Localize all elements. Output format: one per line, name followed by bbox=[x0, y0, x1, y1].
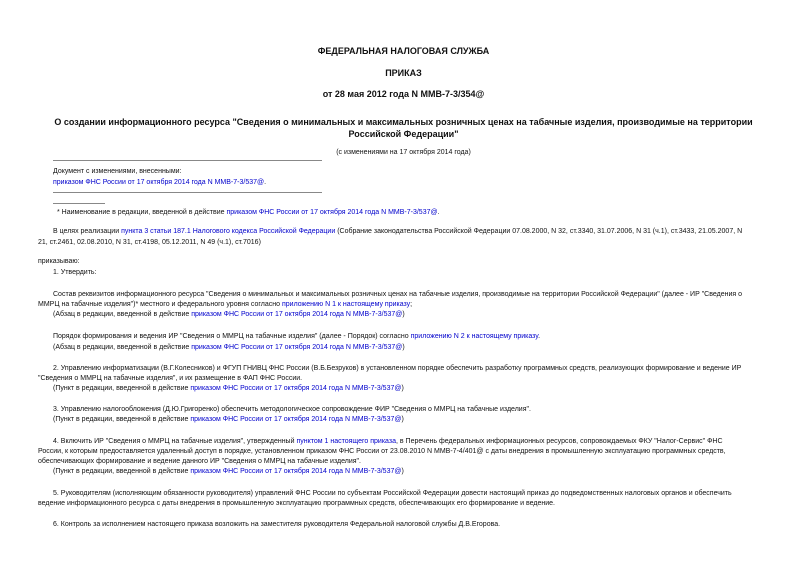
item4-line3: обеспечивающих формирование и ведение данного ИР "Сведения о ММРЦ на табачные изделия". bbox=[38, 458, 361, 465]
changes-link-suffix: . bbox=[264, 179, 267, 186]
item3-line1: 3. Управлению налогообложения (Д.Ю.Григоренко) обеспечить методологическое сопровождение ФИР "Сведения о ММРЦ на табачные изделия". bbox=[53, 406, 531, 413]
p2-text: Порядок формирования и ведения ИР "Сведения о ММРЦ на табачные изделия" (далее - Порядок) согласно bbox=[53, 333, 411, 340]
preamble-text-cont: (Собрание законодательства Российской Федерации 07.08.2000, N 32, ст.3340, 31.07.2006, N 31 (ч.1), ст.3433, 21.05.2007, N bbox=[335, 228, 743, 235]
p1-ed-text: (Абзац в редакции, введенной в действие bbox=[53, 311, 192, 318]
item4-ed-link[interactable]: приказом ФНС России от 17 октября 2014 года N ММВ-7-3/537@ bbox=[190, 468, 402, 475]
p2-ed-suffix: ) bbox=[402, 344, 405, 351]
item2-ed-suffix: ) bbox=[401, 385, 404, 392]
item4-line2: России, к которым предоставляется удаленный доступ в порядке, установленном приказом ФНС России от 23.08.2010 N ММВ-7-4/401@ с даты внедрения в промышленную эксплуатацию программных средств, bbox=[38, 448, 726, 455]
item4-ed-text: (Пункт в редакции, введенной в действие bbox=[53, 468, 191, 475]
doc-title-line1: О создании информационного ресурса "Сведения о минимальных и максимальных розничных ценах на табачные изделия, производимые на территории bbox=[54, 117, 753, 127]
p2-appendix-link[interactable]: приложению N 2 к настоящему приказу bbox=[410, 333, 539, 340]
item3-ed-text: (Пункт в редакции, введенной в действие bbox=[53, 416, 191, 423]
p1-ed-suffix: ) bbox=[402, 311, 405, 318]
item4-ed-suffix: ) bbox=[401, 468, 404, 475]
footnote-text: * Наименование в редакции, введенной в действие bbox=[57, 209, 227, 216]
p2-suffix: . bbox=[538, 333, 541, 340]
item3-edition-note bbox=[53, 416, 404, 424]
p2-line1 bbox=[53, 333, 540, 341]
preamble-line2: 21, ст.2461, 02.08.2010, N 31, ст.4198, 05.12.2011, N 49 (ч.1), ст.7016) bbox=[38, 239, 261, 246]
p1-line1: Состав реквизитов информационного ресурса "Сведения о минимальных и максимальных розничных ценах на табачные изделия, производимые на территории Российской Федерации" (далее - ИР "Сведения о bbox=[53, 291, 743, 298]
p1-appendix-link[interactable]: приложению N 1 к настоящему приказу bbox=[281, 301, 411, 308]
changes-top-rule bbox=[53, 160, 322, 161]
p2-edition-note bbox=[53, 344, 405, 352]
footnote-suffix: . bbox=[437, 209, 440, 216]
changes-label: Документ с изменениями, внесенными: bbox=[53, 168, 182, 175]
p2-ed-text: (Абзац в редакции, введенной в действие bbox=[53, 344, 192, 351]
doc-title-line2: Российской Федерации" bbox=[348, 129, 459, 139]
item1-heading: 1. Утвердить: bbox=[53, 269, 97, 276]
preamble-text: В целях реализации bbox=[53, 228, 122, 235]
footnote bbox=[57, 209, 440, 217]
item3-ed-link[interactable]: приказом ФНС России от 17 октября 2014 года N ММВ-7-3/537@ bbox=[190, 416, 402, 423]
changes-link[interactable]: приказом ФНС России от 17 октября 2014 года N ММВ-7-3/537@ bbox=[53, 179, 265, 186]
item4-text-cont: , в Перечень федеральных информационных ресурсов, сопровождаемых ФКУ "Налог-Сервис" ФНС bbox=[395, 438, 723, 445]
item4-text: 4. Включить ИР "Сведения о ММРЦ на табачные изделия", утвержденный bbox=[53, 438, 297, 445]
agency-heading: ФЕДЕРАЛЬНАЯ НАЛОГОВАЯ СЛУЖБА bbox=[317, 46, 490, 56]
doc-type-heading: ПРИКАЗ bbox=[385, 68, 422, 78]
item5-line2: ведение информационного ресурса с даты внедрения в промышленную эксплуатацию программных средств, обеспечивающих его формирование и ведение. bbox=[38, 500, 555, 507]
item4-edition-note bbox=[53, 468, 404, 476]
p1-line2 bbox=[38, 301, 412, 309]
p2-ed-link[interactable]: приказом ФНС России от 17 октября 2014 года N ММВ-7-3/537@ bbox=[191, 344, 403, 351]
item3-ed-suffix: ) bbox=[401, 416, 404, 423]
p1-ed-link[interactable]: приказом ФНС России от 17 октября 2014 года N ММВ-7-3/537@ bbox=[191, 311, 403, 318]
item2-line2: "Сведения о ММРЦ на табачные изделия", и их размещение в ФАП ФНС России. bbox=[38, 375, 303, 382]
item2-edition-note bbox=[53, 385, 404, 393]
p1-line2-suffix: ; bbox=[410, 301, 413, 308]
preamble-link[interactable]: пункта 3 статьи 187.1 Налогового кодекса Российской Федерации bbox=[121, 228, 336, 235]
doc-subtitle: (с изменениями на 17 октября 2014 года) bbox=[336, 149, 471, 156]
changes-line bbox=[53, 179, 266, 187]
item6: 6. Контроль за исполнением настоящего приказа возложить на заместителя руководителя Федеральной налоговой службы Д.В.Егорова. bbox=[53, 521, 501, 528]
changes-bottom-rule bbox=[53, 192, 322, 193]
p1-line2-text: ММРЦ на табачные изделия")* местного и федерального уровня согласно bbox=[38, 301, 282, 308]
footnote-rule bbox=[53, 203, 105, 204]
item4-line1 bbox=[53, 438, 723, 446]
doc-date-number: от 28 мая 2012 года N ММВ-7-3/354@ bbox=[322, 89, 485, 99]
item4-link[interactable]: пунктом 1 настоящего приказа bbox=[296, 438, 396, 445]
prikazyvayu: приказываю: bbox=[38, 258, 80, 265]
item2-ed-link[interactable]: приказом ФНС России от 17 октября 2014 года N ММВ-7-3/537@ bbox=[190, 385, 402, 392]
preamble-line1 bbox=[53, 228, 742, 236]
item2-line1: 2. Управлению информатизации (В.Г.Колесников) и ФГУП ГНИВЦ ФНС России (В.Б.Безруков) в установленном порядке обеспечить разработку программных средств, реализующих формирование и ведение ИР bbox=[53, 365, 742, 372]
item2-ed-text: (Пункт в редакции, введенной в действие bbox=[53, 385, 191, 392]
item5-line1: 5. Руководителям (исполняющим обязанности руководителя) управлений ФНС России по субъектам Российской Федерации довести настоящий приказ до подведомственных налоговых органов и обеспечить bbox=[53, 490, 732, 497]
footnote-link[interactable]: приказом ФНС России от 17 октября 2014 года N ММВ-7-3/537@ bbox=[226, 209, 438, 216]
p1-edition-note bbox=[53, 311, 405, 319]
